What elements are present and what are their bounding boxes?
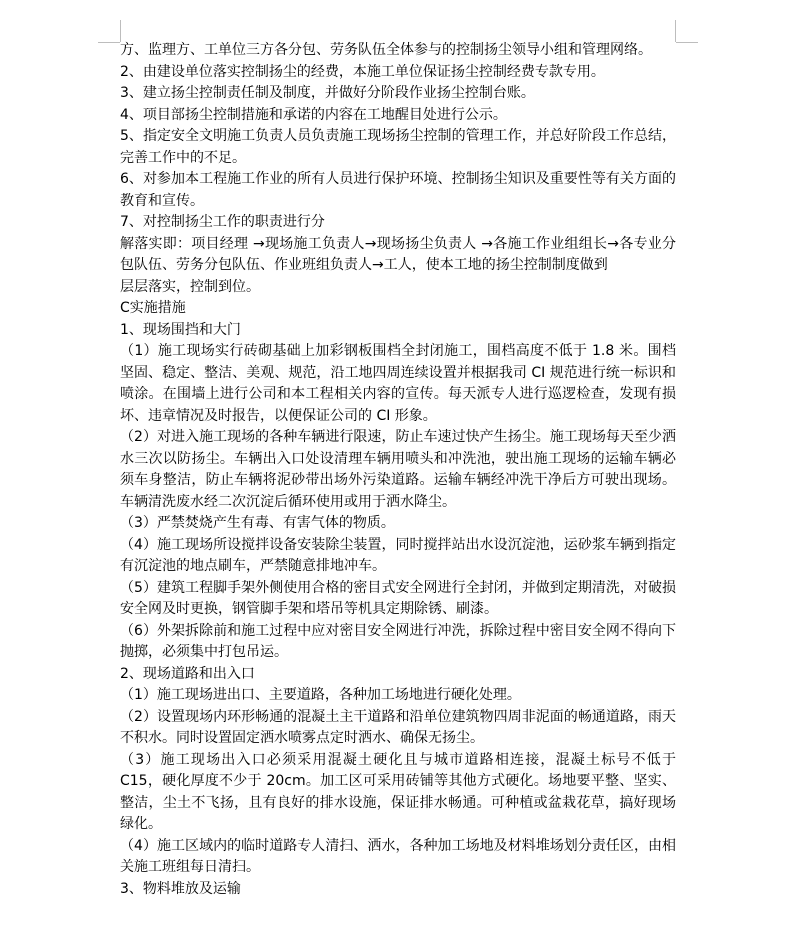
paragraph: （1）施工现场实行砖砌基础上加彩钢板围档全封闭施工，围档高度不低于 1.8 米。围档坚固、稳定、整洁、美观、规范，沿工地四周连续设置并根据我司 CI 规范进行统一标识和喷涂。在围墙上进行公司和本工程相关内容的宣传。每天派专人进行巡逻检查，发现有损坏、违章情况及时报告，以便保证公司的 CI 形象。 bbox=[120, 343, 676, 424]
paragraph: 3、建立扬尘控制责任制及制度，并做好分阶段作业扬尘控制台账。 bbox=[120, 85, 535, 101]
crop-mark-top-left-vertical bbox=[120, 20, 121, 42]
document-body bbox=[120, 40, 676, 900]
section-heading: C实施措施 bbox=[120, 300, 186, 316]
subsection-heading: 3、物料堆放及运输 bbox=[120, 880, 241, 897]
paragraph: 层层落实，控制到位。 bbox=[120, 278, 260, 295]
crop-mark-top-right-vertical bbox=[675, 20, 676, 42]
paragraph: （6）外架拆除前和施工过程中应对密目安全网进行冲洗，拆除过程中密目安全网不得向下抛掷，必须集中打包吊运。 bbox=[120, 622, 676, 660]
paragraph: 5、指定安全文明施工负责人员负责施工现场扬尘控制的管理工作，并总好阶段工作总结，完善工作中的不足。 bbox=[120, 128, 676, 166]
paragraph: 7、对控制扬尘工作的职责进行分 bbox=[120, 214, 325, 230]
paragraph: （3）施工现场出入口必须采用混凝土硬化且与城市道路相连接，混凝土标号不低于 C15，硬化厚度不少于 20cm。加工区可采用砖铺等其他方式硬化。场地要平整、坚实、整洁，尘土不飞扬，且有良好的排水设施，保证排水畅通。可种植或盆栽花草，搞好现场绿化。 bbox=[120, 751, 676, 832]
paragraph: （2）设置现场内环形畅通的混凝土主干道路和沿单位建筑物四周非泥面的畅通道路，雨天不积水。同时设置固定洒水喷雾点定时洒水、确保无扬尘。 bbox=[120, 708, 676, 746]
paragraph: 2、由建设单位落实控制扬尘的经费，本施工单位保证扬尘控制经费专款专用。 bbox=[120, 63, 605, 80]
paragraph: （4）施工区域内的临时道路专人清扫、洒水，各种加工场地及材料堆场划分责任区，由相关施工班组每日清扫。 bbox=[120, 837, 676, 875]
crop-mark-top-left-horizontal bbox=[98, 42, 120, 43]
paragraph: （4）施工现场所设搅拌设备安装除尘装置，同时搅拌站出水设沉淀池，运砂浆车辆到指定有沉淀池的地点刷车，严禁随意排地冲车。 bbox=[120, 536, 676, 574]
subsection-heading: 2、现场道路和出入口 bbox=[120, 665, 255, 682]
paragraph: （5）建筑工程脚手架外侧使用合格的密目式安全网进行全封闭，并做到定期清洗，对破损安全网及时更换，钢管脚手架和塔吊等机具定期除锈、刷漆。 bbox=[120, 579, 676, 617]
paragraph: 解落实即：项目经理 →现场施工负责人→现场扬尘负责人 →各施工作业组组长→各专业分包队伍、劳务分包队伍、作业班组负责人→工人，使本工地的扬尘控制制度做到 bbox=[120, 235, 676, 273]
paragraph: 6、对参加本工程施工作业的所有人员进行保护环境、控制扬尘知识及重要性等有关方面的教育和宣传。 bbox=[120, 171, 676, 209]
paragraph: 4、项目部扬尘控制措施和承诺的内容在工地醒目处进行公示。 bbox=[120, 106, 507, 123]
crop-mark-top-right-horizontal bbox=[676, 42, 698, 43]
paragraph: （2）对进入施工现场的各种车辆进行限速，防止车速过快产生扬尘。施工现场每天至少洒水三次以防扬尘。车辆出入口处设清理车辆用喷头和冲洗池，驶出施工现场的运输车辆必须车身整洁，防止车辆将泥砂带出场外污染道路。运输车辆经冲洗干净后方可驶出现场。车辆清洗废水经二次沉淀后循环使用或用于洒水降尘。 bbox=[120, 429, 676, 510]
paragraph: 方、监理方、工单位三方各分包、劳务队伍全体参与的控制扬尘领导小组和管理网络。 bbox=[120, 42, 652, 58]
paragraph: （3）严禁焚烧产生有毒、有害气体的物质。 bbox=[120, 515, 395, 531]
paragraph: （1）施工现场进出口、主要道路，各种加工场地进行硬化处理。 bbox=[120, 687, 521, 703]
subsection-heading: 1、现场围挡和大门 bbox=[120, 321, 241, 338]
